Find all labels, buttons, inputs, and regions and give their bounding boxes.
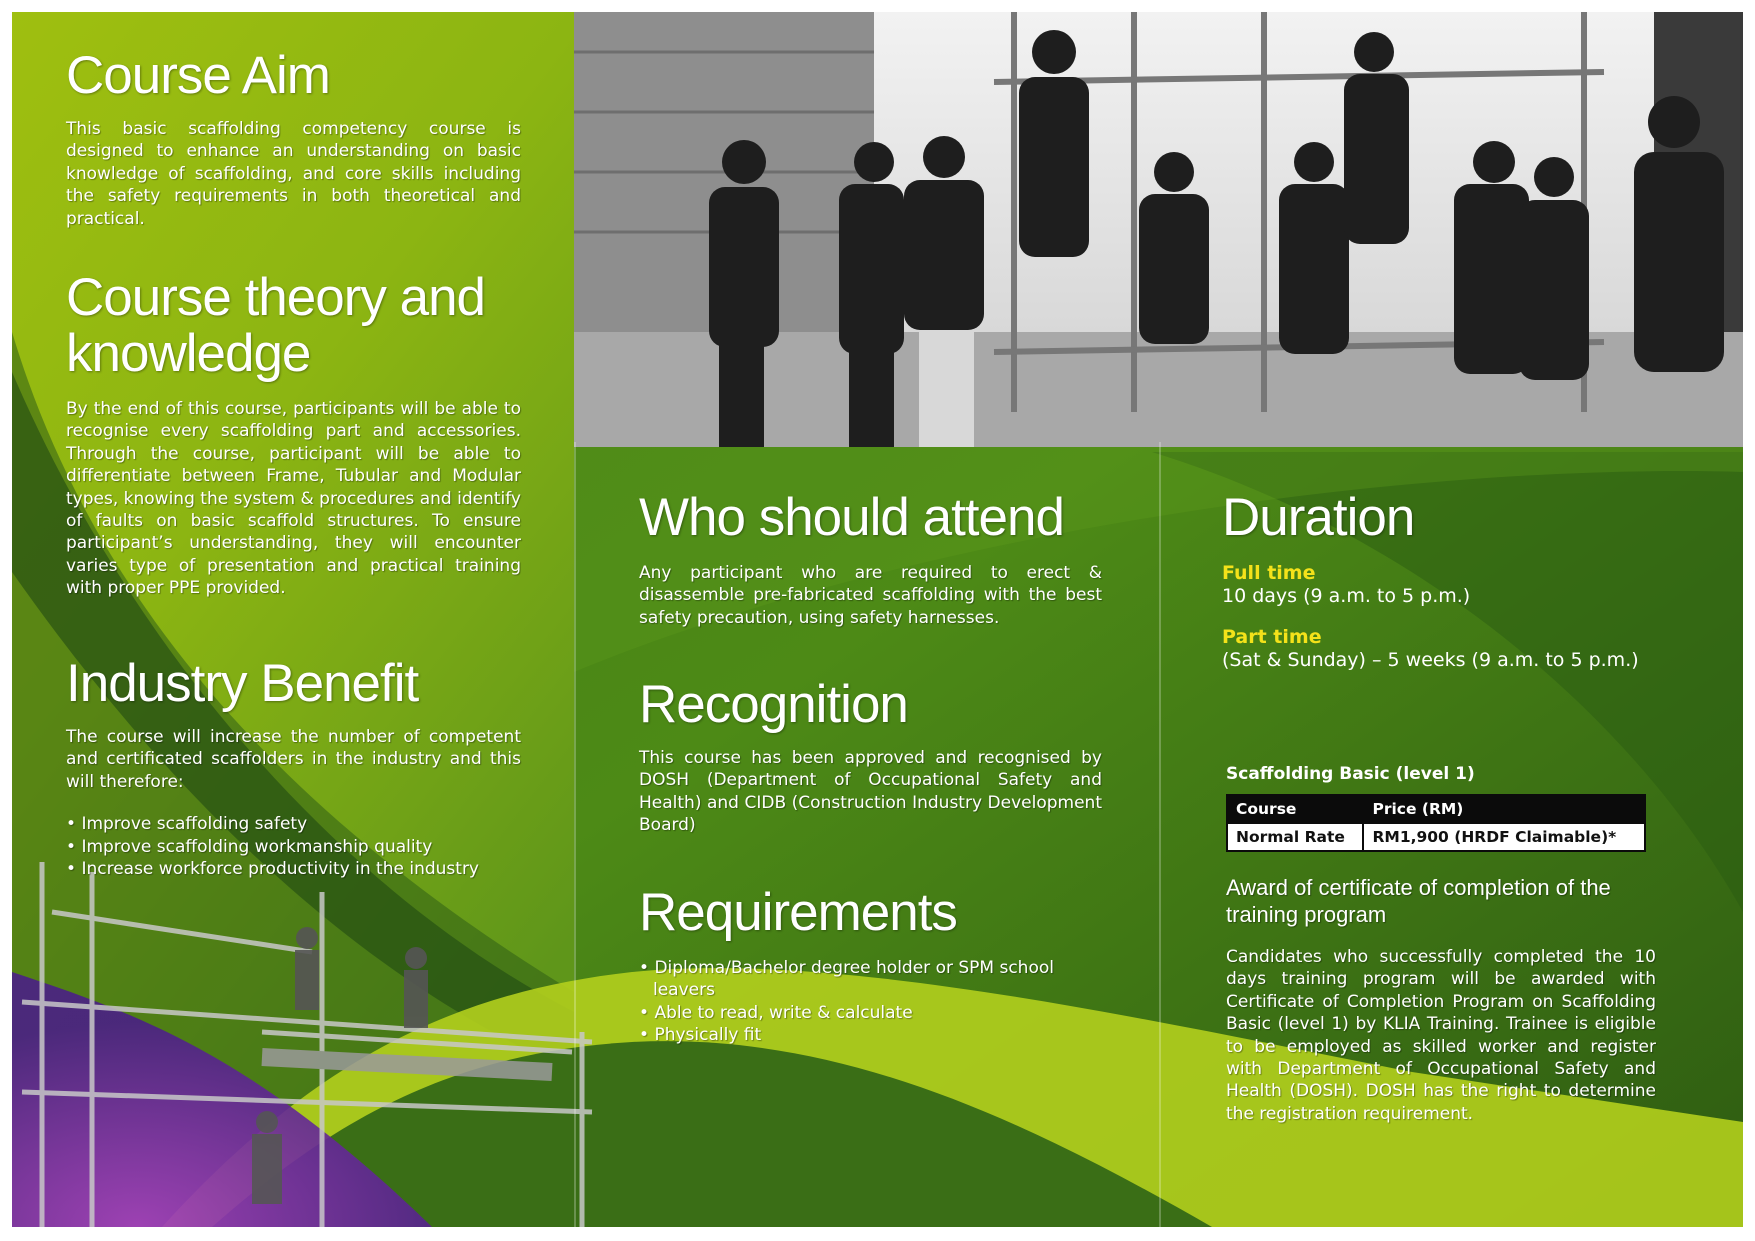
theory-body: By the end of this course, participants will be able to recognise every scaffolding part and accessories. Through the course, participant will be able to differentiate between Frame, Tubular and Modular types, knowing the system & procedures and identify of faults on basic scaffold structures. To ensure participant’s understanding, they will encounter varies type of presentation and practical training with proper PPE provided. (66, 399, 521, 599)
fold-line-1 (574, 442, 576, 1227)
theory-heading: Course theory and knowledge (66, 268, 486, 383)
who-should-attend-body: Any participant who are required to erect & disassemble pre-fabricated scaffolding with the best safety precaution, using safety harnesses. (639, 563, 1102, 628)
part-time-value: (Sat & Sunday) – 5 weeks (9 a.m. to 5 p.m.) (1222, 649, 1639, 671)
column-header-price: Price (RM) (1363, 795, 1645, 823)
industry-benefit-heading: Industry Benefit (66, 654, 419, 713)
award-section (1226, 874, 1656, 1125)
list-item: • Improve scaffolding safety (66, 813, 521, 835)
brochure-sheet (12, 12, 1743, 1227)
recognition-section (639, 677, 1102, 837)
duration-section (1222, 490, 1662, 672)
fold-line-2 (1159, 442, 1161, 1227)
award-body: Candidates who successfully completed the 10 days training program will be awarded with Certificate of Completion Program on Scaffolding Basic (level 1) by KLIA Training. Trainee is eligible to be employed as skilled worker and register with Department of Occupational Safety and Health (DOSH). DOSH has the right to determine the registration requirement. (1226, 947, 1656, 1124)
full-time-value: 10 days (9 a.m. to 5 p.m.) (1222, 585, 1471, 607)
who-should-attend-section (639, 490, 1102, 629)
requirements-heading: Requirements (639, 883, 957, 942)
course-aim-heading: Course Aim (66, 46, 330, 105)
requirements-list (639, 957, 1102, 1047)
theory-section (66, 270, 521, 600)
training-photo (574, 12, 1743, 447)
table-cell-course: Normal Rate (1227, 823, 1363, 851)
part-time-label: Part time (1222, 626, 1322, 648)
recognition-heading: Recognition (639, 675, 908, 734)
requirements-section (639, 885, 1102, 1047)
column-header-course: Course (1227, 795, 1363, 823)
table-cell-price: RM1,900 (HRDF Claimable)* (1363, 823, 1645, 851)
list-item: • Physically fit (639, 1024, 1102, 1046)
pricing-section (1226, 764, 1666, 852)
duration-heading: Duration (1222, 488, 1415, 547)
who-should-attend-heading: Who should attend (639, 488, 1064, 547)
list-item: • Increase workforce productivity in the industry (66, 858, 521, 880)
pricing-title: Scaffolding Basic (level 1) (1226, 764, 1475, 784)
table-row (1227, 823, 1645, 851)
course-aim-section (66, 48, 521, 230)
price-table (1226, 794, 1646, 852)
recognition-body: This course has been approved and recognised by DOSH (Department of Occupational Safety and Health) and CIDB (Construction Industry Development Board) (639, 748, 1102, 836)
award-heading: Award of certificate of completion of the training program (1226, 875, 1611, 927)
list-item: • Diploma/Bachelor degree holder or SPM school leavers (639, 957, 1102, 1002)
full-time-label: Full time (1222, 562, 1316, 584)
table-header-row (1227, 795, 1645, 823)
course-aim-body: This basic scaffolding competency course is designed to enhance an understanding on basic knowledge of scaffolding, and core skills including the safety requirements in both theoretical and practical. (66, 119, 521, 229)
list-item: • Able to read, write & calculate (639, 1002, 1102, 1024)
list-item: • Improve scaffolding workmanship quality (66, 836, 521, 858)
industry-benefit-section (66, 656, 521, 880)
industry-benefit-list (66, 813, 521, 880)
industry-benefit-body: The course will increase the number of competent and certificated scaffolders in the industry and this will therefore: (66, 727, 521, 792)
